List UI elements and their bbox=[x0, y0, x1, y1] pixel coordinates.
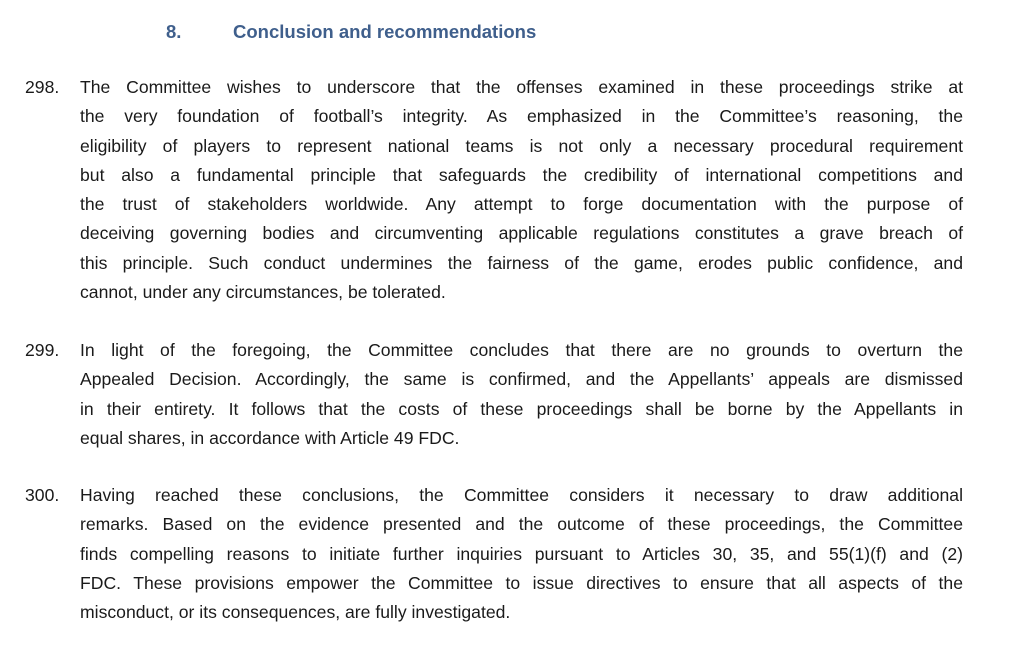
paragraph-text bbox=[80, 336, 963, 453]
paragraph-line: in their entirety. It follows that the costs of these proceedings shall be borne by the Appellants in bbox=[80, 398, 963, 419]
paragraph-text bbox=[80, 481, 963, 627]
paragraph-text bbox=[80, 73, 963, 307]
paragraph-line: FDC. These provisions empower the Committee to issue directives to ensure that all aspects of the bbox=[80, 572, 963, 593]
paragraph-line: finds compelling reasons to initiate further inquiries pursuant to Articles 30, 35, and 55(1)(f) and (2) bbox=[80, 543, 963, 564]
paragraph-number: 300. bbox=[25, 485, 60, 505]
paragraph-line: the trust of stakeholders worldwide. Any attempt to forge documentation with the purpose of bbox=[80, 194, 963, 215]
paragraph-line: but also a fundamental principle that safeguards the credibility of international competitions and bbox=[80, 164, 963, 185]
paragraph-line: remarks. Based on the evidence presented and the outcome of these proceedings, the Committee bbox=[80, 514, 963, 535]
paragraph-line: misconduct, or its consequences, are fully investigated. bbox=[80, 602, 511, 623]
paragraph-line: this principle. Such conduct undermines the fairness of the game, erodes public confidence, and bbox=[80, 252, 963, 273]
paragraph-line: In light of the foregoing, the Committee concludes that there are no grounds to overturn the bbox=[80, 340, 963, 360]
paragraph-line: eligibility of players to represent national teams is not only a necessary procedural requirement bbox=[80, 135, 963, 156]
paragraph-line: cannot, under any circumstances, be tolerated. bbox=[80, 282, 446, 303]
paragraph-number: 298. bbox=[25, 77, 60, 97]
paragraph-line: equal shares, in accordance with Article 49 FDC. bbox=[80, 427, 460, 448]
section-heading bbox=[0, 19, 1024, 45]
paragraph-line: Having reached these conclusions, the Committee considers it necessary to draw additional bbox=[80, 485, 963, 505]
paragraph-line: The Committee wishes to underscore that the offenses examined in these proceedings strike at bbox=[80, 77, 963, 97]
paragraph-line: deceiving governing bodies and circumventing applicable regulations constitutes a grave breach of bbox=[80, 223, 963, 244]
paragraph-number: 299. bbox=[25, 340, 60, 360]
paragraph-line: the very foundation of football’s integrity. As emphasized in the Committee’s reasoning, the bbox=[80, 106, 963, 127]
section-number: 8. bbox=[166, 21, 182, 42]
section-title: Conclusion and recommendations bbox=[233, 21, 537, 42]
paragraph-line: Appealed Decision. Accordingly, the same is confirmed, and the Appellants’ appeals are dismissed bbox=[80, 369, 963, 390]
